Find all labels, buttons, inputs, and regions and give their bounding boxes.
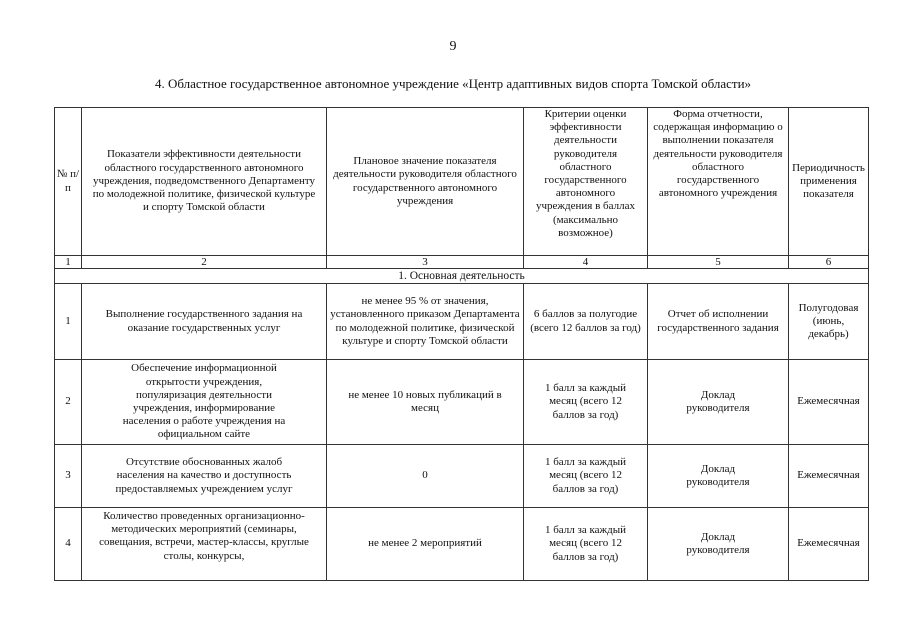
plan-cell: не менее 2 мероприятий — [327, 508, 524, 581]
column-number: 3 — [327, 256, 524, 269]
indicator-cell: Обеспечение информационной открытости учреждения, популяризация деятельности учреждения, информирование населения о работе учреждения на официальном сайте — [82, 360, 327, 445]
header-cell-plan: Плановое значение показателя деятельности руководителя областного государственного автономного учреждения — [327, 108, 524, 256]
periodicity-cell: Ежемесячная — [789, 508, 869, 581]
header-cell-number: № п/п — [55, 108, 82, 256]
column-number-row — [55, 256, 869, 269]
table-header-row — [55, 108, 869, 256]
report-form-cell: Доклад руководителя — [648, 508, 789, 581]
row-number: 4 — [55, 508, 82, 581]
plan-cell: не менее 95 % от значения, установленного приказом Департамента по молодежной политике, физической культуре и спорту Томской области — [327, 284, 524, 360]
column-number: 4 — [524, 256, 648, 269]
header-cell-indicator: Показатели эффективности деятельности областного государственного автономного учреждения, подведомственного Департаменту по молодежной политике, физической культуре и спорту Томской области — [82, 108, 327, 256]
document-title: 4. Областное государственное автономное учреждение «Центр адаптивных видов спорта Томской области» — [154, 76, 752, 91]
periodicity-cell: Ежемесячная — [789, 360, 869, 445]
row-number: 3 — [55, 445, 82, 508]
column-number: 5 — [648, 256, 789, 269]
row-number: 2 — [55, 360, 82, 445]
criteria-cell: 1 балл за каждый месяц (всего 12 баллов за год) — [524, 508, 648, 581]
indicator-cell: Отсутствие обоснованных жалоб населения на качество и доступность предоставляемых учреждением услуг — [82, 445, 327, 508]
header-cell-report-form: Форма отчетности, содержащая информацию о выполнении показателя деятельности руководителя областного государственного автономного учреждения — [648, 108, 789, 256]
column-number: 6 — [789, 256, 869, 269]
table-row — [55, 284, 869, 360]
table-row — [55, 508, 869, 581]
column-number: 2 — [82, 256, 327, 269]
criteria-cell: 6 баллов за полугодие (всего 12 баллов за год) — [524, 284, 648, 360]
section-title: 1. Основная деятельность — [55, 269, 869, 284]
row-number: 1 — [55, 284, 82, 360]
header-cell-criteria: Критерии оценки эффективности деятельности руководителя областного государственного автономного учреждения в баллах (максимально возможное) — [524, 108, 648, 256]
indicator-cell: Выполнение государственного задания на оказание государственных услуг — [82, 284, 327, 360]
page-number: 9 — [449, 39, 457, 54]
column-number: 1 — [55, 256, 82, 269]
table-row — [55, 445, 869, 508]
table-row — [55, 360, 869, 445]
performance-indicators-table — [54, 107, 869, 581]
periodicity-cell: Полугодовая (июнь, декабрь) — [789, 284, 869, 360]
plan-cell: 0 — [327, 445, 524, 508]
report-form-cell: Доклад руководителя — [648, 445, 789, 508]
periodicity-cell: Ежемесячная — [789, 445, 869, 508]
criteria-cell: 1 балл за каждый месяц (всего 12 баллов за год) — [524, 360, 648, 445]
criteria-cell: 1 балл за каждый месяц (всего 12 баллов за год) — [524, 445, 648, 508]
report-form-cell: Отчет об исполнении государственного задания — [648, 284, 789, 360]
header-cell-periodicity: Периодичность применения показателя — [789, 108, 869, 256]
indicator-cell: Количество проведенных организационно-методических мероприятий (семинары, совещания, встречи, мастер-классы, круглые столы, конкурсы, — [82, 508, 327, 581]
plan-cell: не менее 10 новых публикаций в месяц — [327, 360, 524, 445]
section-row — [55, 269, 869, 284]
report-form-cell: Доклад руководителя — [648, 360, 789, 445]
